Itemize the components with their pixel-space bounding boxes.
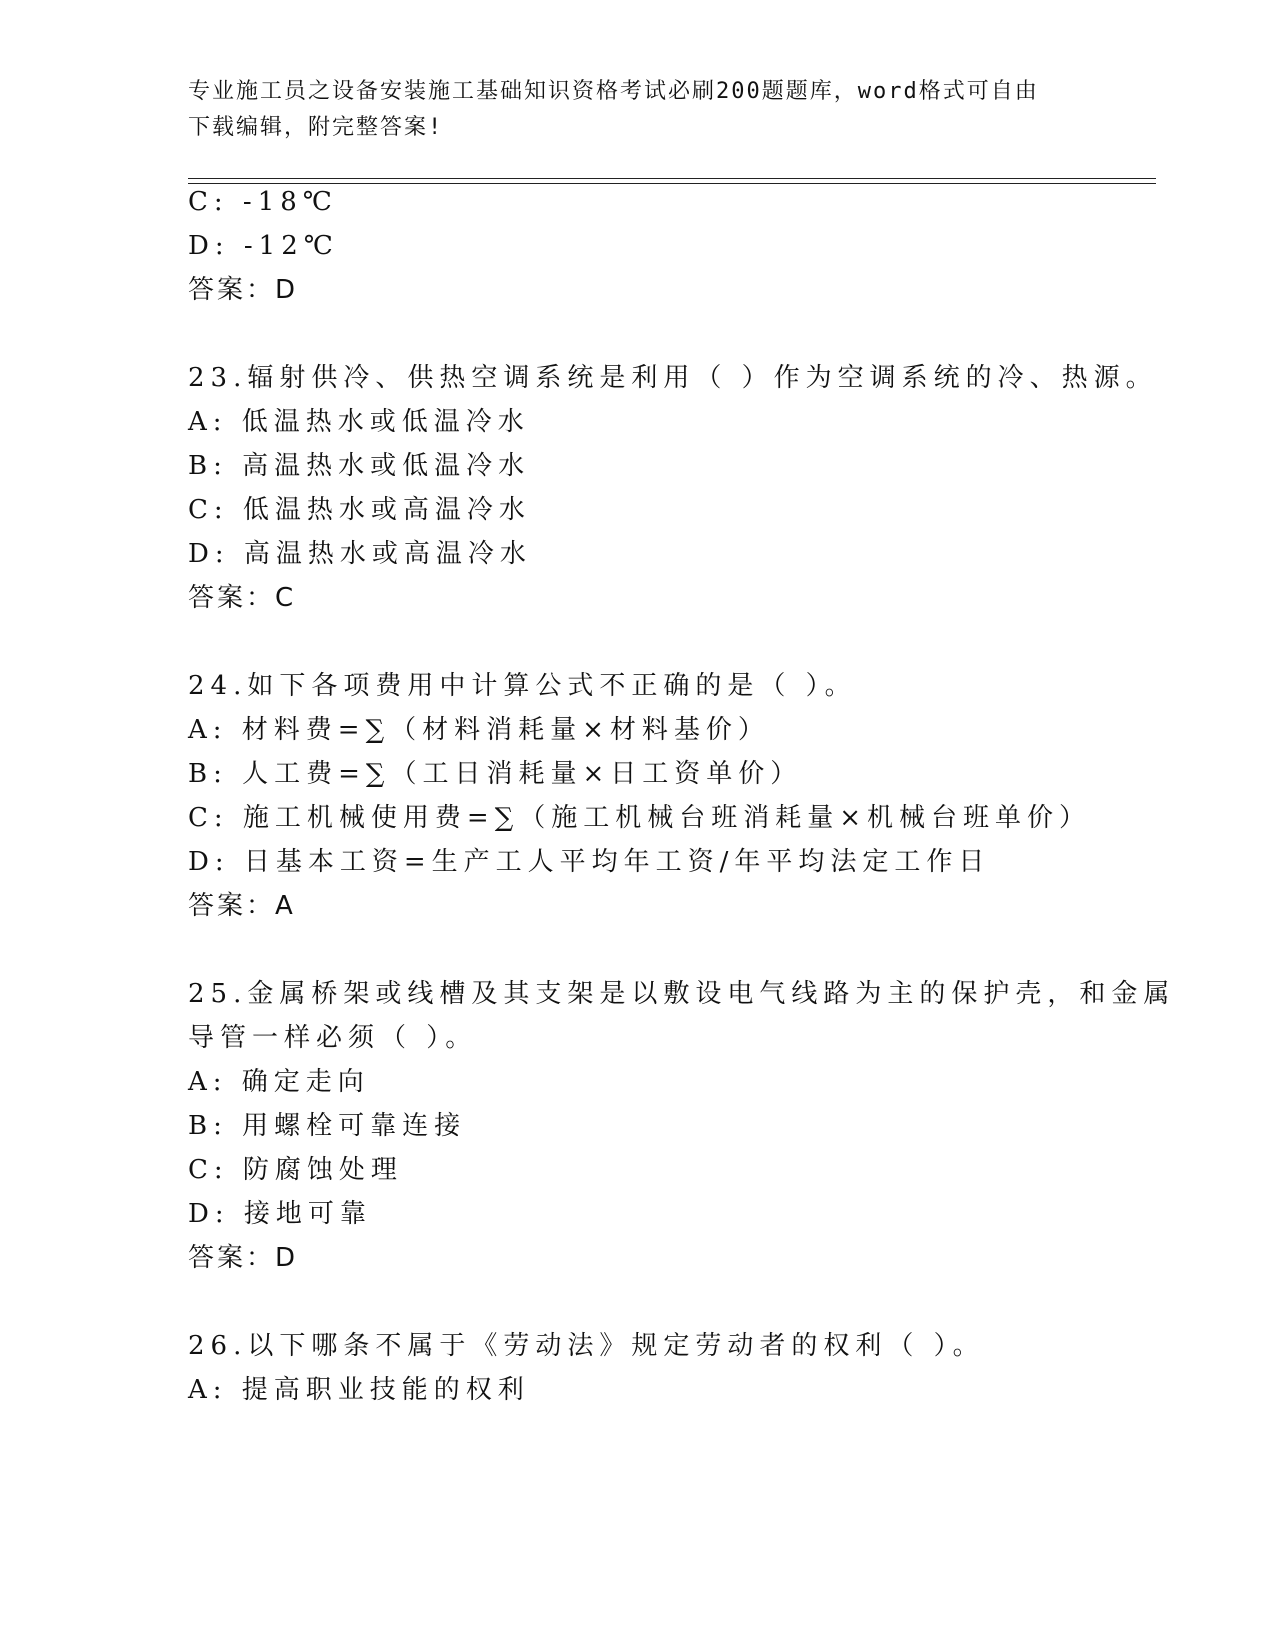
q24-question: 24.如下各项费用中计算公式不正确的是（ ）。 [188, 671, 857, 701]
q24-option-d: D: 日基本工资=生产工人平均年工资/年平均法定工作日 [188, 847, 991, 877]
q26-question: 26.以下哪条不属于《劳动法》规定劳动者的权利（ ）。 [188, 1331, 985, 1361]
q23-option-c: C: 低温热水或高温冷水 [188, 495, 531, 525]
q22-option-c: C: -18℃ [188, 187, 338, 217]
header-divider [188, 178, 1156, 184]
q23-answer: 答案：C [188, 583, 297, 613]
q24-option-a: A: 材料费=∑（材料消耗量×材料基价） [188, 715, 770, 745]
q23-option-b: B: 高温热水或低温冷水 [188, 451, 531, 481]
q26-option-a: A: 提高职业技能的权利 [188, 1375, 530, 1405]
q25-option-b: B: 用螺栓可靠连接 [188, 1111, 467, 1141]
q23-question: 23.辐射供冷、供热空调系统是利用（ ）作为空调系统的冷、热源。 [188, 363, 1158, 393]
q22-option-d: D: -12℃ [188, 231, 339, 261]
q24-option-b: B: 人工费=∑（工日消耗量×日工资单价） [188, 759, 803, 789]
q23-option-a: A: 低温热水或低温冷水 [188, 407, 530, 437]
q22-answer: 答案：D [188, 275, 299, 305]
q23-option-d: D: 高温热水或高温冷水 [188, 539, 532, 569]
q25-answer: 答案：D [188, 1243, 299, 1273]
q24-option-c: C: 施工机械使用费=∑（施工机械台班消耗量×机械台班单价） [188, 803, 1092, 833]
q25-question-line-2: 导管一样必须（ ）。 [188, 1023, 478, 1053]
q25-option-d: D: 接地可靠 [188, 1199, 372, 1229]
document-header [188, 74, 1088, 146]
header-line-1: 专业施工员之设备安装施工基础知识资格考试必刷200题题库，word格式可自由 [188, 79, 1039, 104]
q25-question-line-1: 25.金属桥架或线槽及其支架是以敷设电气线路为主的保护壳，和金属 [188, 979, 1176, 1009]
q25-option-c: C: 防腐蚀处理 [188, 1155, 403, 1185]
header-line-2: 下载编辑，附完整答案! [188, 115, 444, 140]
q25-option-a: A: 确定走向 [188, 1067, 370, 1097]
q24-answer: 答案：A [188, 891, 296, 921]
